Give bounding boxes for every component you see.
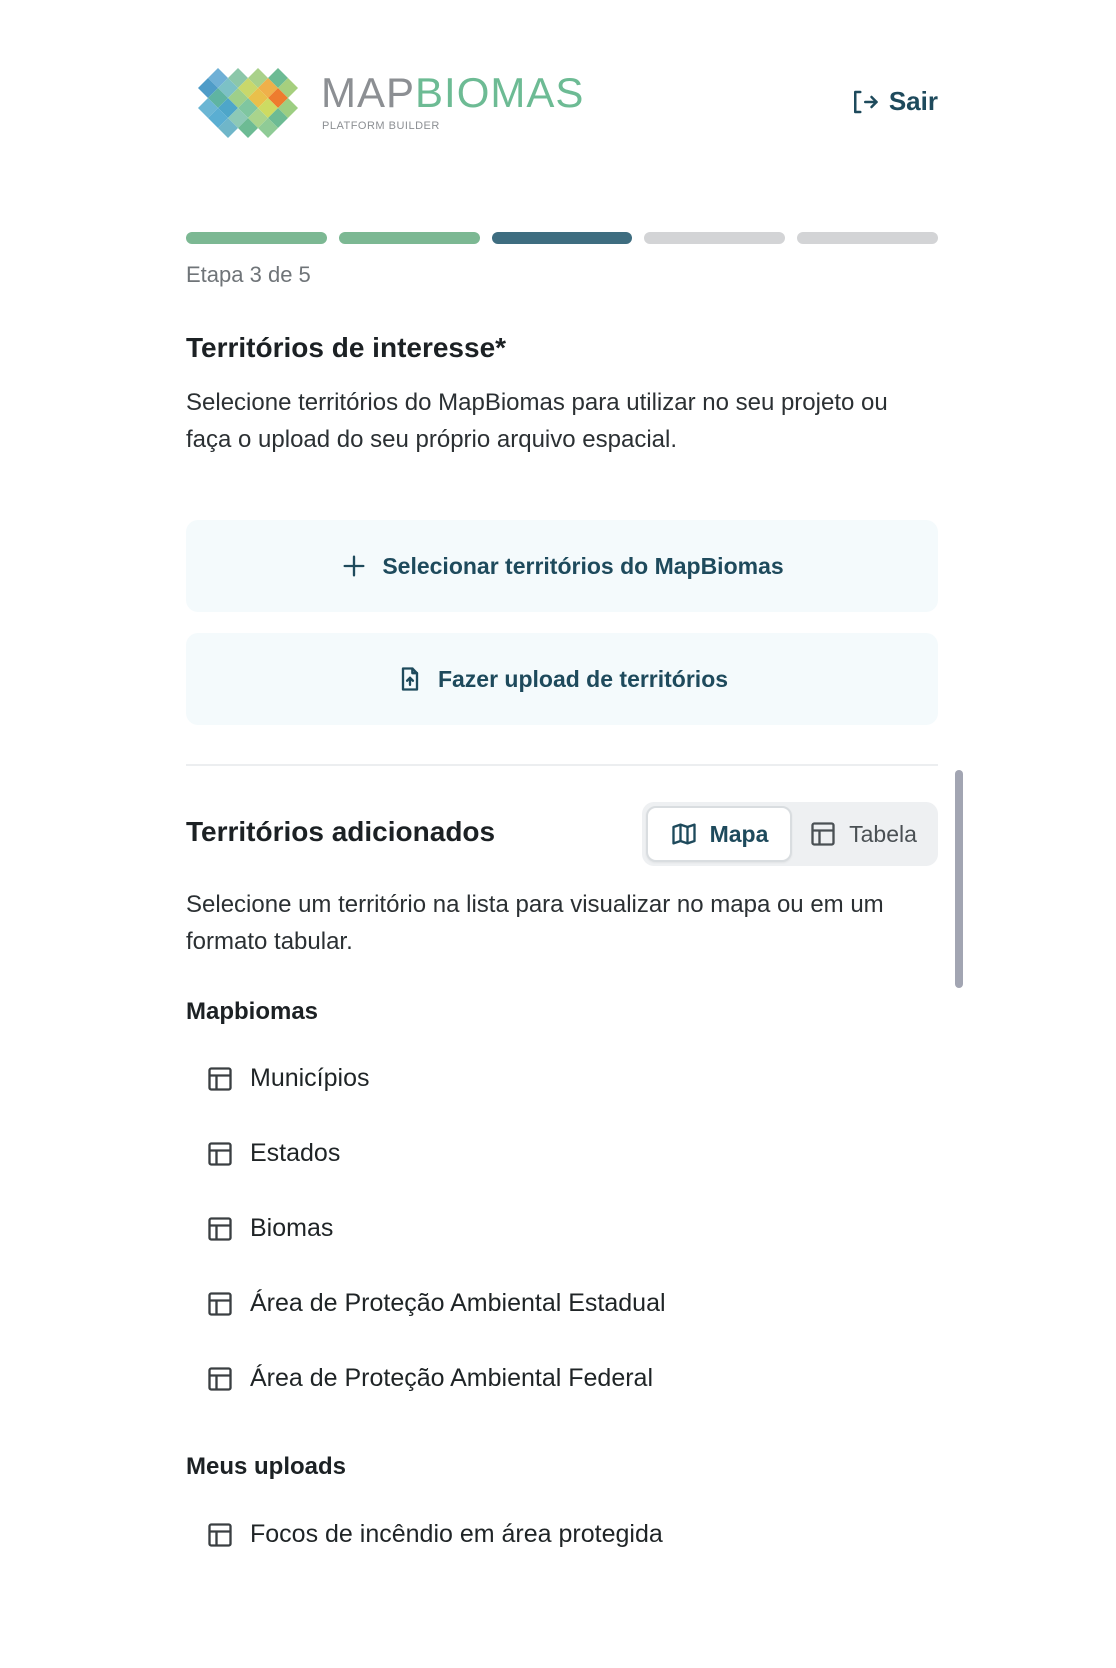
table-view-label: Tabela [849,820,917,847]
territories-description: Selecione territórios do MapBiomas para utilizar no seu projeto ou faça o upload do seu próprio arquivo espacial. [186,389,888,453]
list-item[interactable] [206,1139,340,1168]
list-item-label: Biomas [250,1214,334,1242]
upload-territories-label: Fazer upload de territórios [437,665,729,692]
logout-button[interactable] [849,86,938,117]
header [186,60,938,148]
progress-segment-4 [644,232,785,244]
table-icon [206,1140,234,1168]
mapbiomas-logo [194,64,298,144]
list-item-label: Área de Proteção Ambiental Federal [250,1364,654,1392]
progress-segment-1 [186,232,327,244]
file-upload-icon [396,665,424,693]
upload-territories-button[interactable] [186,633,938,725]
list-item[interactable] [206,1364,653,1393]
brand-subtitle: PLATFORM BUILDER [322,120,440,132]
table-icon [206,1065,234,1093]
map-view-button[interactable] [646,806,792,862]
brand-name [321,69,585,116]
list-item-label: Área de Proteção Ambiental Estadual [250,1289,666,1317]
brand-map: MAP [321,69,416,116]
list-item[interactable] [206,1064,370,1093]
map-icon [670,820,698,848]
step-progress-bar [186,232,938,244]
table-icon [206,1290,234,1318]
table-view-button[interactable] [792,806,934,862]
plus-icon [340,552,368,580]
logout-icon [849,87,879,117]
view-toggle [642,802,938,866]
list-item[interactable] [206,1289,666,1318]
list-item[interactable] [206,1520,663,1549]
select-territories-label: Selecionar territórios do MapBiomas [382,552,784,579]
list-item-label: Focos de incêndio em área protegida [250,1520,663,1548]
territories-title: Territórios de interesse* [186,332,507,363]
added-territories-description: Selecione um território na lista para visualizar no mapa ou em um formato tabular. [186,891,884,955]
step-label: Etapa 3 de 5 [186,262,311,287]
added-territories-title: Territórios adicionados [186,816,496,847]
progress-segment-3 [492,232,633,244]
list-item-label: Municípios [250,1064,370,1092]
progress-segment-5 [797,232,938,244]
list-item-label: Estados [250,1139,341,1167]
group-title-mapbiomas: Mapbiomas [186,998,319,1025]
table-icon [206,1215,234,1243]
brand-biomas: BIOMAS [415,69,585,116]
map-view-label: Mapa [709,820,769,847]
progress-segment-2 [339,232,480,244]
table-icon [206,1365,234,1393]
list-item[interactable] [206,1214,333,1243]
logout-label: Sair [888,86,938,116]
group-title-my-uploads: Meus uploads [186,1453,347,1480]
scrollbar-thumb[interactable] [955,770,963,988]
table-icon [809,820,837,848]
select-territories-button[interactable] [186,520,938,612]
section-divider [186,764,938,766]
table-icon [206,1521,234,1549]
